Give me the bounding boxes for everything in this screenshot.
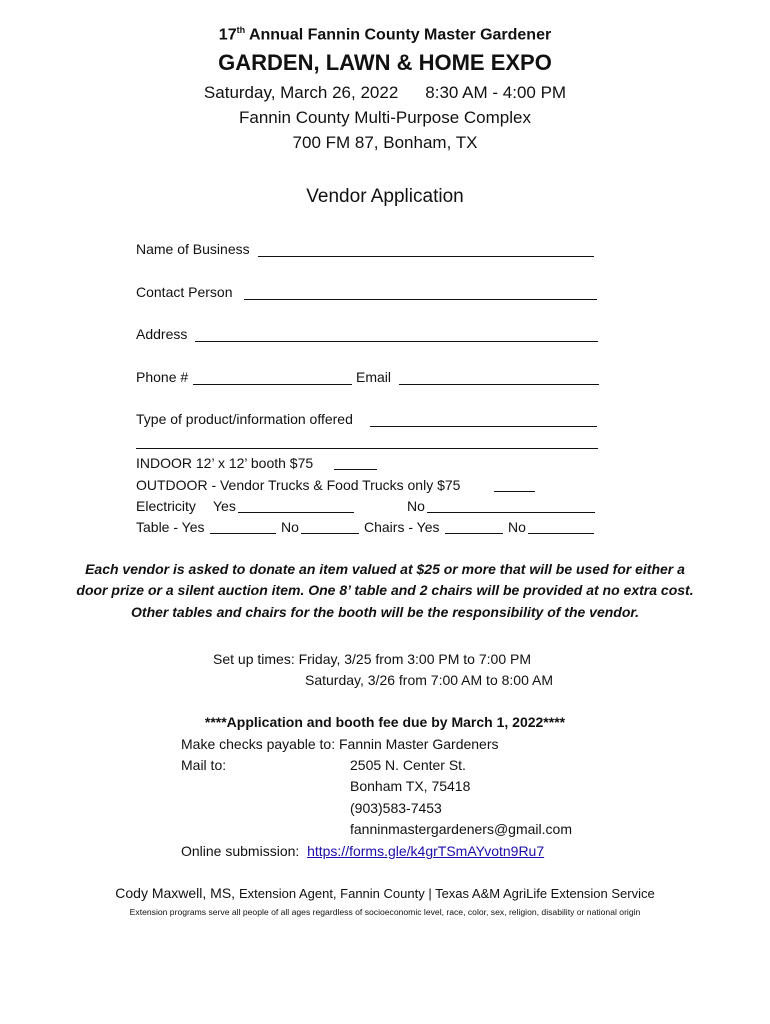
outdoor-booth-field[interactable] [494, 491, 535, 492]
online-submission [181, 843, 544, 859]
setup-friday: Friday, 3/25 from 3:00 PM to 7:00 PM [298, 651, 531, 667]
electricity-label: Electricity [136, 498, 196, 514]
date-time-line [0, 83, 770, 103]
product-type-label: Type of product/information offered [136, 411, 353, 427]
chairs-no-label: No [508, 519, 526, 535]
table-yes-label: Table - Yes [136, 519, 205, 535]
event-venue: Fannin County Multi-Purpose Complex [239, 108, 531, 127]
agent-title: Extension Agent, Fannin County | Texas A&M AgriLife Extension Service [238, 886, 655, 901]
event-date: Saturday, March 26, 2022 [203, 83, 399, 102]
outdoor-booth-label: OUTDOOR - Vendor Trucks & Food Trucks only $75 [136, 477, 461, 493]
mail-label: Mail to: [181, 757, 227, 773]
address-label: Address [136, 326, 188, 342]
mail-street: 2505 N. Center St. [350, 757, 466, 773]
mail-city: Bonham TX, 75418 [350, 778, 471, 794]
form-title: Vendor Application [306, 186, 464, 207]
annual-suffix: th [236, 25, 246, 35]
contact-label: Contact Person [136, 284, 233, 300]
table-no-label: No [281, 519, 299, 535]
setup-saturday: Saturday, 3/26 from 7:00 AM to 8:00 AM [305, 672, 553, 688]
online-label: Online submission: [181, 843, 300, 859]
annual-rest: Annual Fannin County Master Gardener [245, 26, 552, 44]
table-no-field[interactable] [301, 533, 359, 534]
indoor-booth-field[interactable] [334, 469, 377, 470]
annual-heading [0, 25, 770, 44]
contact-phone: (903)583-7453 [350, 800, 442, 816]
agent-credit [0, 885, 770, 901]
electricity-no-field[interactable] [427, 512, 595, 513]
due-notice: ****Application and booth fee due by March 1, 2022**** [204, 714, 566, 730]
table-yes-field[interactable] [210, 533, 276, 534]
annual-number: 17 [218, 26, 237, 44]
address-field[interactable] [195, 341, 598, 342]
electricity-yes-field[interactable] [238, 512, 354, 513]
disclaimer: Extension programs serve all people of all ages regardless of socioeconomic level, race, color, sex, religion, disability or national origin [129, 907, 641, 917]
indoor-booth-label: INDOOR 12’ x 12’ booth $75 [136, 455, 314, 471]
electricity-yes-label: Yes [213, 498, 236, 514]
chairs-yes-field[interactable] [445, 533, 503, 534]
expo-title: GARDEN, LAWN & HOME EXPO [218, 50, 552, 75]
notice-line-2: door prize or a silent auction item. One 8’ table and 2 chairs will be provided at no extra cost. [76, 582, 694, 598]
phone-label: Phone # [136, 369, 189, 385]
setup-times [213, 651, 531, 667]
checks-payable [181, 736, 499, 752]
notice-line-1: Each vendor is asked to donate an item valued at $25 or more that will be used for either a [85, 561, 685, 577]
event-time: 8:30 AM - 4:00 PM [425, 83, 567, 102]
product-type-field-line2[interactable] [136, 448, 598, 449]
checks-label: Make checks payable to: [181, 736, 336, 752]
chairs-yes-label: Chairs - Yes [364, 519, 440, 535]
email-label: Email [356, 369, 392, 385]
chairs-no-field[interactable] [528, 533, 594, 534]
phone-field[interactable] [193, 384, 352, 385]
event-address: 700 FM 87, Bonham, TX [292, 133, 478, 152]
contact-field[interactable] [244, 299, 597, 300]
product-type-field[interactable] [370, 426, 597, 427]
email-field[interactable] [399, 384, 599, 385]
checks-payee: Fannin Master Gardeners [338, 736, 499, 752]
business-field[interactable] [258, 256, 594, 257]
online-form-link[interactable]: https://forms.gle/k4grTSmAYvotn9Ru7 [307, 843, 545, 859]
notice-line-3: Other tables and chairs for the booth will be the responsibility of the vendor. [131, 604, 639, 620]
setup-label: Set up times: [213, 651, 295, 667]
agent-name: Cody Maxwell, MS, [115, 885, 236, 901]
electricity-no-label: No [407, 498, 425, 514]
business-label: Name of Business [136, 241, 250, 257]
contact-email: fanninmastergardeners@gmail.com [350, 821, 572, 837]
